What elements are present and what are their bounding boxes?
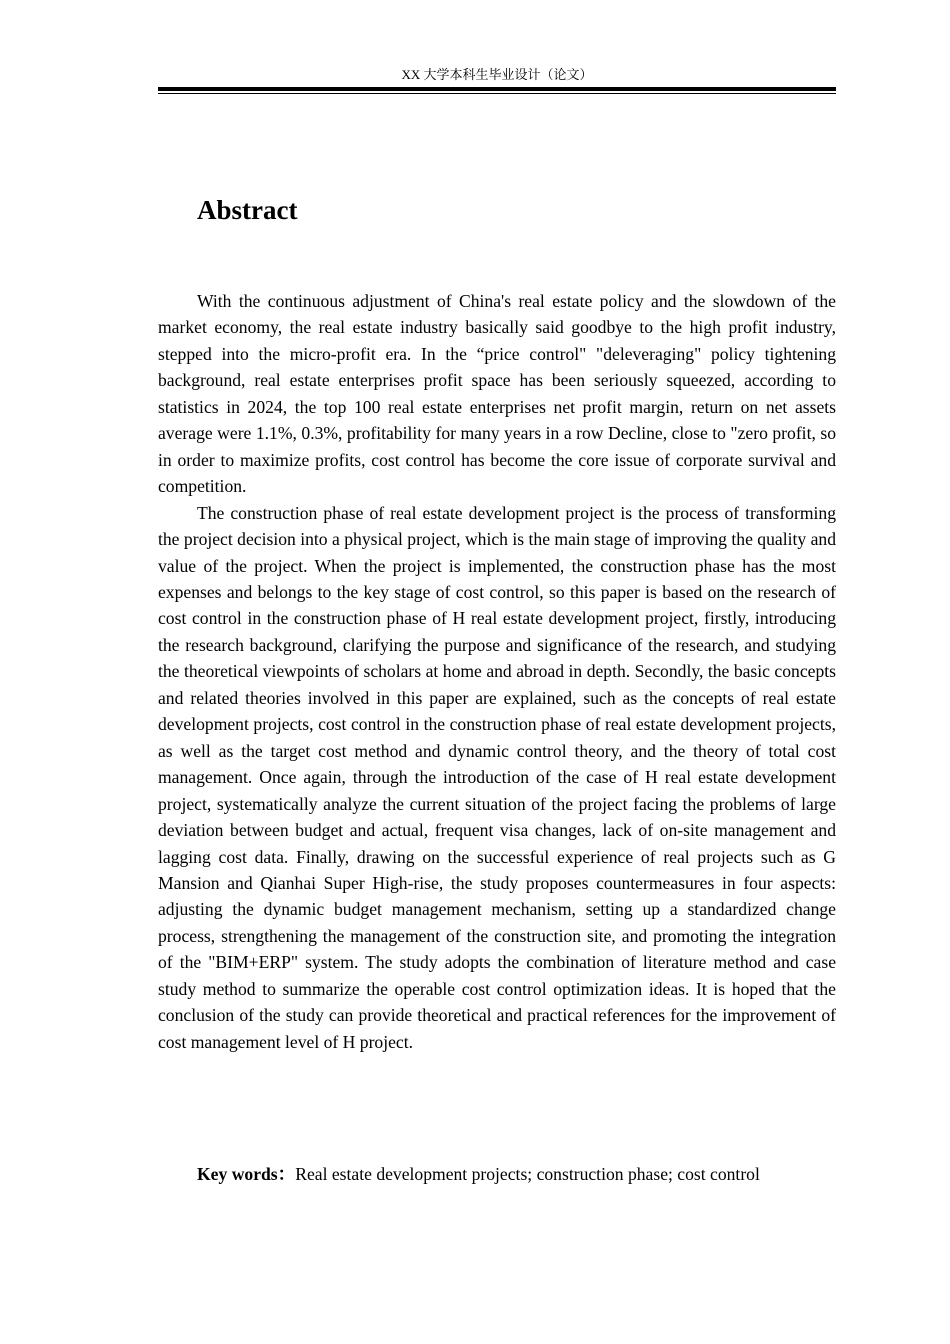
abstract-paragraph-2: The construction phase of real estate development project is the process of transforming the project decision into a physical project, which is the main stage of improving the quality and value of the project. When the project is implemented, the construction phase has the most expenses and belongs to the key stage of cost control, so this paper is based on the research of cost control in the construction phase of H real estate development project, firstly, introducing the research background, clarifying the purpose and significance of the research, and studying the theoretical viewpoints of scholars at home and abroad in depth. Secondly, the basic concepts and related theories involved in this paper are explained, such as the concepts of real estate development projects, cost control in the construction phase of real estate development projects, as well as the target cost method and dynamic control theory, and the theory of total cost management. Once again, through the introduction of the case of H real estate development project, systematically analyze the current situation of the project facing the problems of large deviation between budget and actual, frequent visa changes, lack of on-site management and lagging cost data. Finally, drawing on the successful experience of real projects such as G Mansion and Qianhai Super High-rise, the study proposes countermeasures in four aspects: adjusting the dynamic budget management mechanism, setting up a standardized change process, strengthening the management of the construction site, and promoting the integration of the "BIM+ERP" system. The study adopts the combination of literature method and case study method to summarize the operable cost control optimization ideas. It is hoped that the conclusion of the study can provide theoretical and practical references for the improvement of cost management level of H project. xyxy=(158,502,836,1052)
abstract-paragraph-1: With the continuous adjustment of China's real estate policy and the slowdown of the market economy, the real estate industry basically said goodbye to the high profit industry, stepped into the micro-profit era. In the “price control" "deleveraging" policy tightening background, real estate enterprises profit space has been seriously squeezed, according to statistics in 2024, the top 100 real estate enterprises net profit margin, return on net assets average were 1.1%, 0.3%, profitability for many years in a row Decline, close to "zero profit, so in order to maximize profits, cost control has become the core issue of corporate survival and competition. xyxy=(158,291,836,497)
abstract-title: Abstract xyxy=(197,195,298,225)
keywords-value: Real estate development projects; construction phase; cost control xyxy=(295,1164,760,1184)
header-rule-thick xyxy=(158,87,836,91)
running-header: XX 大学本科生毕业设计（论文） xyxy=(401,67,593,82)
header-rule-thin xyxy=(158,93,836,94)
keywords-label: Key words： xyxy=(197,1164,296,1184)
abstract-body xyxy=(158,288,836,1055)
keywords-line xyxy=(197,1161,760,1187)
